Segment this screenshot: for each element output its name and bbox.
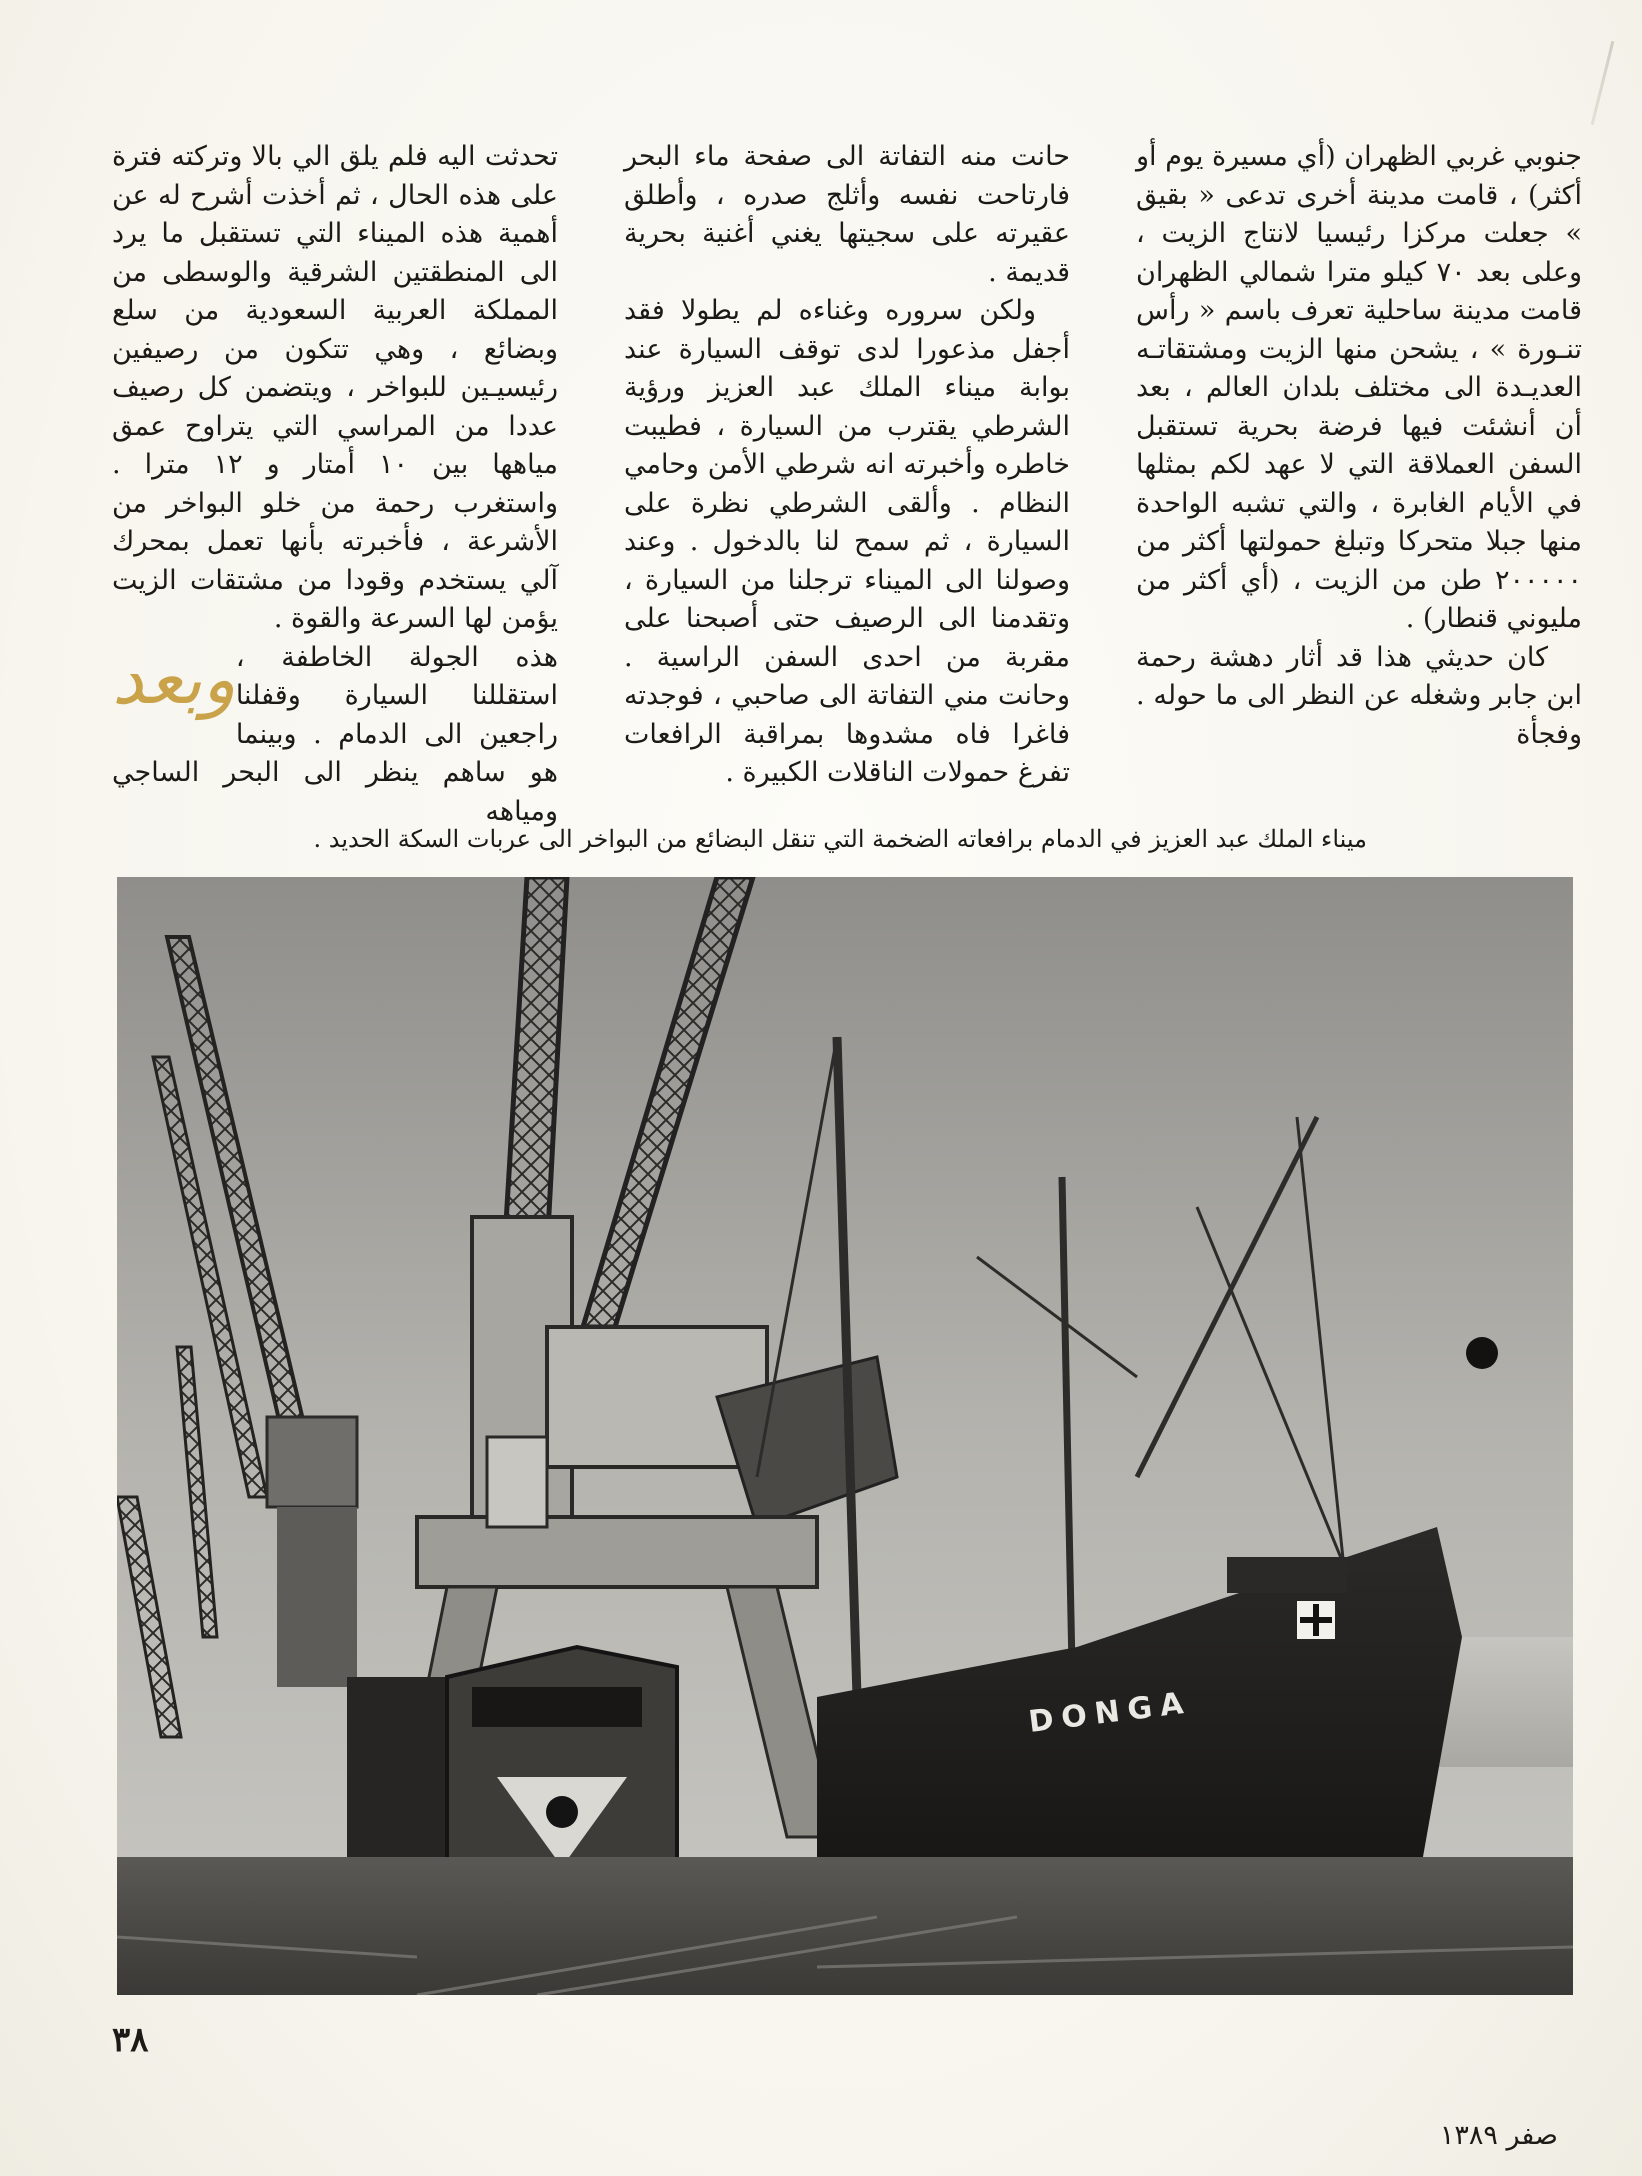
article-column-right: [1136, 138, 1582, 754]
article-column-left: [112, 138, 558, 831]
photo-caption: ميناء الملك عبد العزيز في الدمام برافعاته الضخمة التي تنقل البضائع من البواخر الى عربات السكة الحديد .: [313, 825, 1367, 853]
paragraph: ولكن سروره وغناءه لم يطولا فقد أجفل مذعورا لدى توقف السيارة عند بوابة ميناء الملك عبد العزيز ورؤية الشرطي يقترب من السيارة ، فطيبت خاطره وأخبرته انه شرطي الأمن وحامي النظام . وألقى الشرطي نظرة على السيارة ، ثم سمح لنا بالدخول . وعند وصولنا الى الميناء ترجلنا من السيارة ، وتقدمنا الى الرصيف حتى أصبحنا على مقربة من احدى السفن الراسية . وحانت مني التفاتة الى صاحبي ، فوجدته فاغرا فاه مشدوها بمراقبة الرافعات تفرغ حمولات الناقلات الكبيرة .: [624, 295, 1070, 788]
issue-date: صفر ١٣٨٩: [1439, 2120, 1558, 2151]
article-column-middle: [624, 138, 1070, 793]
margin-word: وبعد: [112, 637, 236, 720]
port-photo: [117, 877, 1573, 1995]
paragraph: [112, 639, 558, 832]
paragraph: كان حديثي هذا قد أثار دهشة رحمة ابن جابر وشغله عن النظر الى ما حوله . وفجأة: [1136, 641, 1582, 750]
page-number: ٣٨: [112, 2020, 149, 2060]
paragraph: تحدثت اليه فلم يلق الي بالا وتركته فترة على هذه الحال ، ثم أخذت أشرح له عن أهمية هذه الميناء التي تستقبل ما يرد الى المنطقتين الشرقية والوسطى من المملكة العربية السعودية من سلع وبضائع ، وهي تتكون من رصيفين رئيسيـين للبواخر ، ويتضمن كل رصيف عددا من المراسي التي يتراوح عمق مياهها بين ١٠ أمتار و ١٢ مترا . واستغرب رحمة من خلو البواخر من الأشرعة ، فأخبرته بأنها تعمل بمحرك آلي يستخدم وقودا من مشتقات الزيت يؤمن لها السرعة والقوة .: [112, 141, 558, 634]
scan-margin-mark: [1591, 41, 1615, 125]
article-body: [112, 138, 1582, 827]
port-photo-illustration: [117, 877, 1573, 1995]
paragraph: جنوبي غربي الظهران (أي مسيرة يوم أو أكثر) ، قامت مدينة أخرى تدعى « بقيق » جعلت مركزا رئيسيا لانتاج الزيت ، وعلى بعد ٧٠ كيلو مترا شمالي الظهران قامت مدينة ساحلية تعرف باسم « رأس تنـورة » ، يشحن منها الزيت ومشتقاتـه العديـدة الى مختلف بلدان العالم ، بعد أن أنشئت فيها فرضة بحرية تستقبل السفن العملاقة التي لا عهد لكم بمثلها في الأيام الغابرة ، والتي تشبه الواحدة منها جبلا متحركا وتبلغ حمولتها أكثر من ٢٠٠٠٠٠ طن من الزيت ، (أي أكثر من مليوني قنطار) .: [1136, 141, 1582, 634]
ship-name: DONGA: [1026, 1685, 1194, 1740]
margin-word-wrap: [112, 637, 236, 720]
paragraph: حانت منه التفاتة الى صفحة ماء البحر فارتاحت نفسه وأثلج صدره ، وأطلق عقيرته على سجيتها يغني أغنية بحرية قديمة .: [624, 141, 1070, 288]
paragraph-text: هذه الجولة الخاطفة ، استقللنا السيارة وقفلنا راجعين الى الدمام . وبينما هو ساهم ينظر الى البحر الساجي ومياهه: [112, 641, 558, 827]
